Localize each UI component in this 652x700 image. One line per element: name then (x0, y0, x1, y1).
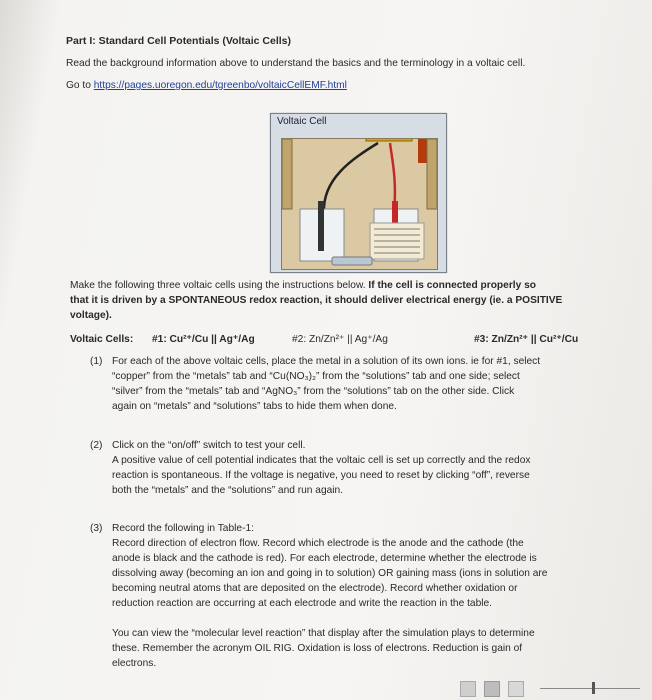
on-off-switch[interactable] (332, 257, 372, 265)
step-2-line-4: both the “metals” and the “solutions” and run again. (112, 485, 344, 496)
step-3-line-7: You can view the “molecular level reaction” that display after the simulation plays to determine (112, 628, 535, 639)
cell-1: #1: Cu²⁺/Cu || Ag⁺/Ag (152, 334, 255, 345)
voltaic-cell-diagram (282, 139, 437, 269)
step-3-line-1: Record the following in Table-1: (112, 523, 254, 534)
goto-prefix: Go to (66, 80, 94, 91)
metals-tab[interactable] (282, 139, 292, 209)
step-2-line-2: A positive value of cell potential indicates that the voltaic cell is set up correctly and the redox (112, 455, 531, 466)
instruction-line-3: voltage). (70, 310, 112, 321)
step-3-line-6: reduction reaction are occurring at each electrode and write the reaction in the table. (112, 598, 492, 609)
voltaic-cells-label: Voltaic Cells: (70, 334, 134, 345)
step-3-line-2: Record direction of electron flow. Record which electrode is the anode and the cathode (the (112, 538, 524, 549)
cell-3: #3: Zn/Zn²⁺ || Cu²⁺/Cu (474, 334, 579, 345)
instruction-text: Make the following three voltaic cells using the instructions below. (70, 280, 369, 291)
instruction-bold: If the cell is connected properly so (368, 280, 536, 291)
simulation-link[interactable]: https://pages.uoregon.edu/tgreenbo/voltaicCellEMF.html (93, 80, 347, 91)
step-1-line-3: “silver” from the “metals” tab and “AgNO₃” from the “solutions” tab on the other side. Click (112, 386, 515, 397)
section-heading: Part I: Standard Cell Potentials (Voltaic Cells) (66, 35, 292, 47)
print-layout-icon[interactable] (484, 681, 500, 697)
step-3-number: (3) (90, 523, 103, 534)
instruction-line-1 (70, 278, 536, 293)
cell-2: #2: Zn/Zn²⁺ || Ag⁺/Ag (292, 334, 388, 345)
step-2-line-3: reaction is spontaneous. If the voltage is negative, you need to reset by clicking “off”, reverse (112, 470, 530, 481)
simulation-stage (281, 138, 438, 270)
instruction-line-2: that it is driven by a SPONTANEOUS redox reaction, it should deliver electrical energy (ie. a POSITIVE (70, 295, 563, 306)
voltmeter (366, 139, 412, 141)
anode-electrode (318, 201, 324, 251)
intro-text: Read the background information above to understand the basics and the terminology in a voltaic cell. (66, 58, 526, 69)
step-2-number: (2) (90, 440, 103, 451)
simulation-title: Voltaic Cell (277, 116, 327, 127)
step-1-line-1: For each of the above voltaic cells, place the metal in a solution of its own ions. ie for #1, select (112, 356, 541, 367)
web-layout-icon[interactable] (508, 681, 524, 697)
solutions-tab[interactable] (427, 139, 437, 209)
step-3-line-9: electrons. (112, 658, 157, 669)
step-1-line-4: again on “metals” and “solutions” tabs to hide them when done. (112, 401, 397, 412)
step-3-line-8: these. Remember the acronym OIL RIG. Oxidation is loss of electrons. Reduction is gain of (112, 643, 523, 654)
black-wire (324, 143, 378, 213)
step-1-number: (1) (90, 356, 103, 367)
voltaic-cell-simulation[interactable] (270, 113, 447, 273)
read-mode-icon[interactable] (460, 681, 476, 697)
step-1-line-2: “copper” from the “metals” tab and “Cu(NO₃)₂” from the “solutions” tab and one side; select (112, 371, 520, 382)
step-3-line-3: anode is black and the cathode is red). For each electrode, determine whether the electrode is (112, 553, 537, 564)
zoom-slider-handle[interactable] (592, 682, 595, 694)
zoom-slider-track[interactable] (540, 688, 640, 689)
step-2-line-1: Click on the “on/off” switch to test your cell. (112, 440, 306, 451)
step-3-line-5: becoming neutral atoms that are deposited on the electrode). Record whether oxidation or (112, 583, 518, 594)
step-3-line-4: dissolving away (becoming an ion and going in to solution) OR gaining mass (ions in solution are (112, 568, 548, 579)
goto-line (66, 78, 347, 93)
